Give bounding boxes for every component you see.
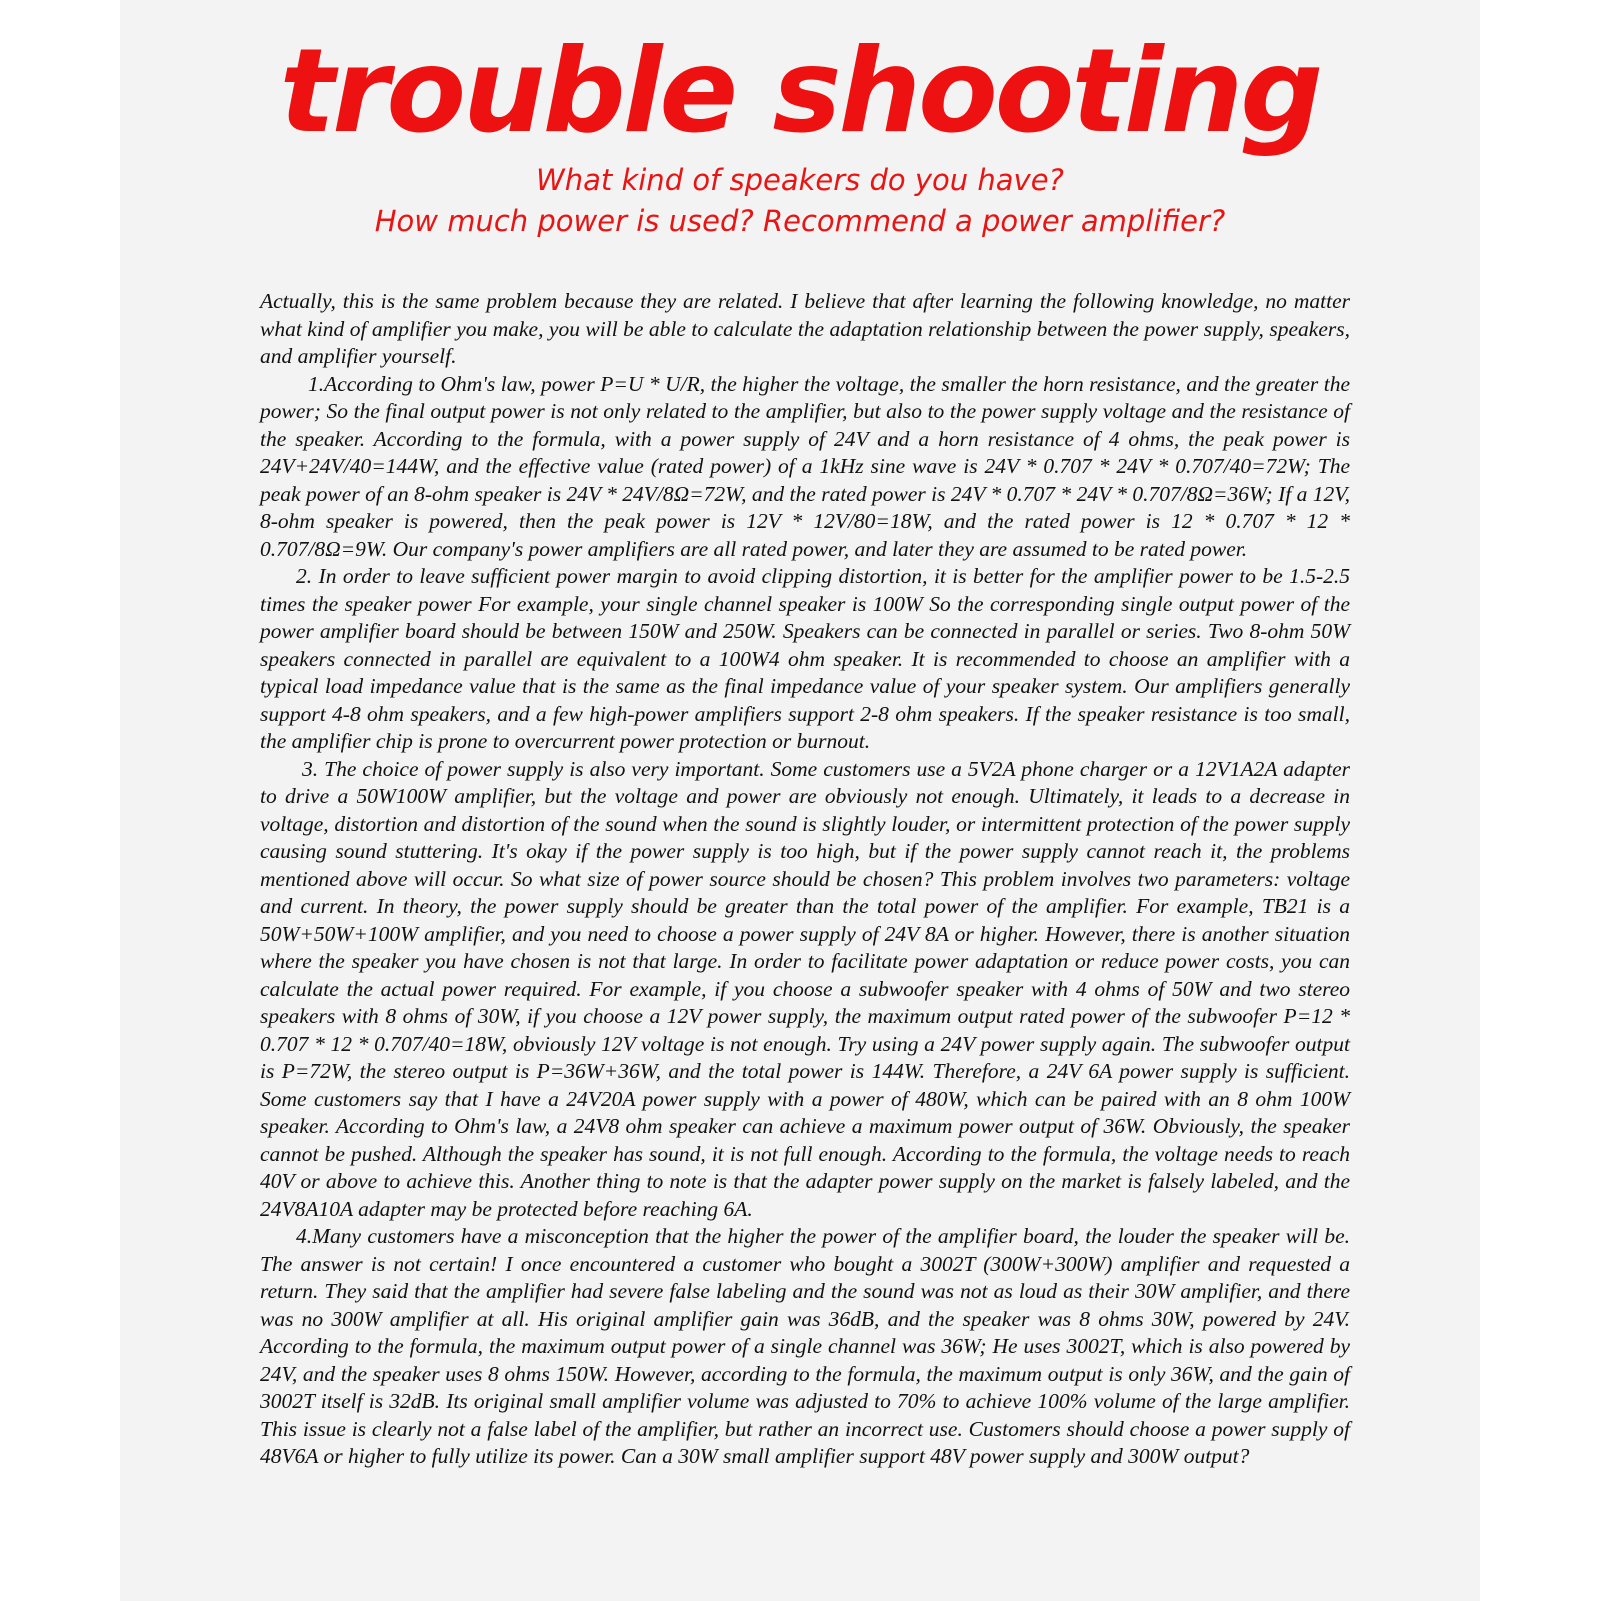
page-title: trouble shooting	[279, 24, 1321, 159]
subtitle-line-2: How much power is used? Recommend a power amplifier?	[374, 204, 1226, 238]
subtitle-line-1: What kind of speakers do you have?	[536, 163, 1064, 197]
point-1-paragraph: 1.According to Ohm's law, power P=U * U/R, the higher the voltage, the smaller the horn resistance, and the greater the power; So the final output power is not only related to the amplifier, but also to the power supply voltage and the resistance of the speaker. According to the formula, with a power supply of 24V and a horn resistance of 4 ohms, the peak power is 24V+24V/40=144W, and the effective value (rated power) of a 1kHz sine wave is 24V * 0.707 * 24V * 0.707/40=72W; The peak power of an 8-ohm speaker is 24V * 24V/8Ω=72W, and the rated power is 24V * 0.707 * 24V * 0.707/8Ω=36W; If a 12V, 8-ohm speaker is powered, then the peak power is 12V * 12V/80=18W, and the rated power is 12 * 0.707 * 12 * 0.707/8Ω=9W. Our company's power amplifiers are all rated power, and later they are assumed to be rated power.	[260, 371, 1350, 561]
body-text	[260, 288, 1350, 1471]
point-3-paragraph: 3. The choice of power supply is also very important. Some customers use a 5V2A phone charger or a 12V1A2A adapter to drive a 50W100W amplifier, but the voltage and power are obviously not enough. Ultimately, it leads to a decrease in voltage, distortion and distortion of the sound when the sound is slightly louder, or intermittent protection of the power supply causing sound stuttering. It's okay if the power supply is too high, but if the power supply cannot reach it, the problems mentioned above will occur. So what size of power source should be chosen? This problem involves two parameters: voltage and current. In theory, the power supply should be greater than the total power of the amplifier. For example, TB21 is a 50W+50W+100W amplifier, and you need to choose a power supply of 24V 8A or higher. However, there is another situation where the speaker you have chosen is not that large. In order to facilitate power adaptation or reduce power costs, you can calculate the actual power required. For example, if you choose a subwoofer speaker with 4 ohms of 50W and two stereo speakers with 8 ohms of 30W, if you choose a 12V power supply, the maximum output rated power of the subwoofer P=12 * 0.707 * 12 * 0.707/40=18W, obviously 12V voltage is not enough. Try using a 24V power supply again. The subwoofer output is P=72W, the stereo output is P=36W+36W, and the total power is 144W. Therefore, a 24V 6A power supply is sufficient. Some customers say that I have a 24V20A power supply with a power of 480W, which can be paired with an 8 ohm 100W speaker. According to Ohm's law, a 24V8 ohm speaker can achieve a maximum power output of 36W. Obviously, the speaker cannot be pushed. Although the speaker has sound, it is not full enough. According to the formula, the voltage needs to reach 40V or above to achieve this. Another thing to note is that the adapter power supply on the market is falsely labeled, and the 24V8A10A adapter may be protected before reaching 6A.	[260, 756, 1350, 1221]
intro-paragraph: Actually, this is the same problem because they are related. I believe that after learning the following knowledge, no matter what kind of amplifier you make, you will be able to calculate the adaptation relationship between the power supply, speakers, and amplifier yourself.	[260, 289, 1350, 368]
point-4-paragraph: 4.Many customers have a misconception that the higher the power of the amplifier board, the louder the speaker will be. The answer is not certain! I once encountered a customer who bought a 3002T (300W+300W) amplifier and requested a return. They said that the amplifier had severe false labeling and the sound was not as loud as their 30W amplifier, and there was no 300W amplifier at all. His original amplifier gain was 36dB, and the speaker was 8 ohms 30W, powered by 24V. According to the formula, the maximum output power of a single channel was 36W; He uses 3002T, which is also powered by 24V, and the speaker uses 8 ohms 150W. However, according to the formula, the maximum output is only 36W, and the gain of 3002T itself is 32dB. Its original small amplifier volume was adjusted to 70% to achieve 100% volume of the large amplifier. This issue is clearly not a false label of the amplifier, but rather an incorrect use. Customers should choose a power supply of 48V6A or higher to fully utilize its power. Can a 30W small amplifier support 48V power supply and 300W output?	[260, 1224, 1350, 1468]
document-page	[120, 0, 1480, 1601]
point-2-paragraph: 2. In order to leave sufficient power margin to avoid clipping distortion, it is better for the amplifier power to be 1.5-2.5 times the speaker power For example, your single channel speaker is 100W So the corresponding single output power of the power amplifier board should be between 150W and 250W. Speakers can be connected in parallel or series. Two 8-ohm 50W speakers connected in parallel are equivalent to a 100W4 ohm speaker. It is recommended to choose an amplifier with a typical load impedance value that is the same as the final impedance value of your speaker system. Our amplifiers generally support 4-8 ohm speakers, and a few high-power amplifiers support 2-8 ohm speakers. If the speaker resistance is too small, the amplifier chip is prone to overcurrent power protection or burnout.	[260, 564, 1350, 753]
